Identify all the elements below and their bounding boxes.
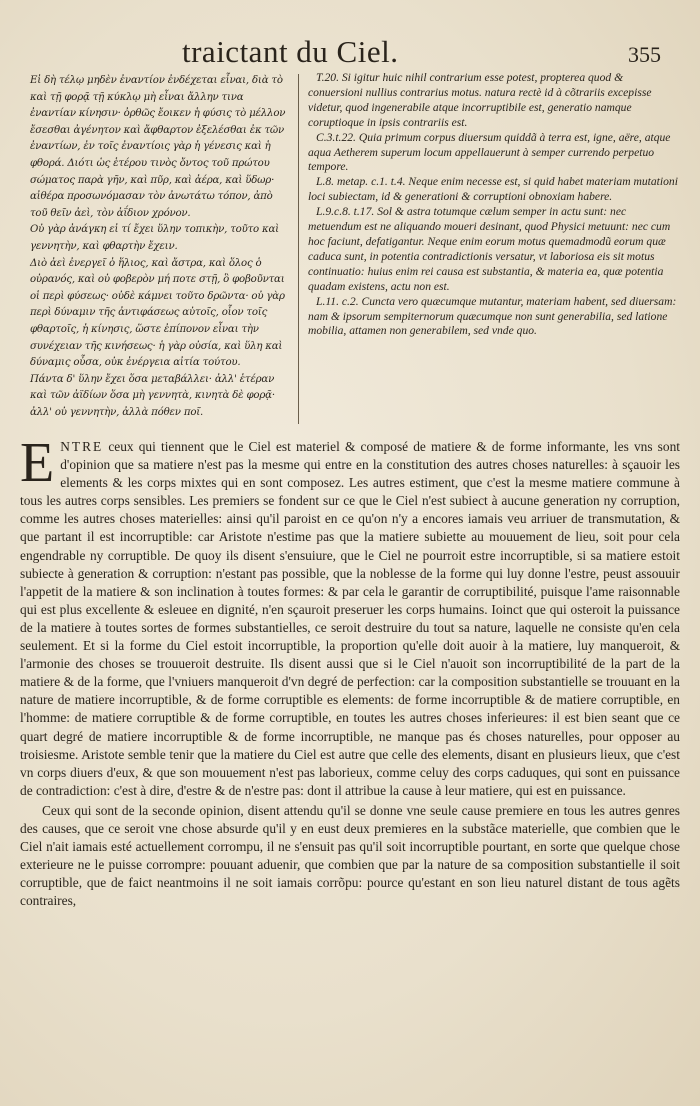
greek-paragraph: Διὸ ἀεὶ ἐνεργεῖ ὁ ἥλιος, καὶ ἄστρα, καὶ ὅλος ὁ οὐρανός, καὶ οὐ φοβερὸν μή ποτε στῇ, ὃ φοβοῦνται οἱ περὶ φύσεως· οὐδὲ κάμνει τοῦτο δρῶντα· οὐ γὰρ περὶ δύναμιν τῆς ἀντιφάσεως αὐτοῖς, οἷον τοῖς φθαρτοῖς, ἡ κίνησις, ὥστε ἐπίπονον εἶναι τὴν συνέχειαν τῆς κινήσεως· ἡ γὰρ οὐσία, καὶ ὕλη καὶ δύναμις οὖσα, οὐκ ἐνέργεια αἰτία τούτου. — [30, 257, 285, 369]
running-title: traictant du Ciel. — [182, 34, 399, 69]
latin-note: L.8. metap. c.1. t.4. Neque enim necesse est, si quid habet materiam mutationi loci subiectam, id & generationi & corruptioni obnoxiam habere. — [308, 175, 678, 204]
page-header — [0, 34, 700, 74]
main-paragraph — [20, 432, 680, 800]
main-paragraph: Ceux qui sont de la seconde opinion, disent attendu qu'il se donne vne seule cause premiere en tous les autres genres des causes, que ce seroit vne chose absurde qu'il y en eust deux premieres en la substãce materielle, que combien que le Ciel n'ait iamais esté actuellement corrompu, il ne s'ensuit pas qu'il soit incorruptible pourtant, en sorte que quelque chose exterieure ne le puisse corrompre: pouuant aduenir, que combien que par la nature de sa composition substantielle il soit corruptible, que de faict neantmoins il ne soit iamais corrõpu: pource qu'estant en son lieu naturel distant de tous agẽts contraires, — [20, 802, 680, 909]
latin-note: L.9.c.8. t.17. Sol & astra totumque cælum semper in actu sunt: nec metuendum est ne aliquando moueri desinant, quod Physici metuunt: nec cum hoc faciunt, defatigantur. Neque enim eorum motus quemadmodũ eorum quæ caduca sunt, in potentia contradictionis versatur, vt laboriosa eis sit motus continuatio: huius enim rei causa est substantia, & materia ea, quæ potentia quadam existens, actu non est. — [308, 205, 671, 293]
page-number: 355 — [628, 42, 661, 67]
greek-text-column — [30, 73, 292, 421]
column-divider — [298, 74, 299, 424]
greek-paragraph: Πάντα δ' ὕλην ἔχει ὅσα μεταβάλλει· ἀλλ' ἑτέραν καὶ τῶν ἀϊδίων ὅσα μὴ γεννητὰ, κινητὰ δὲ φορᾷ· ἀλλ' οὐ γεννητὴν, ἀλλὰ πόθεν ποῖ. — [30, 373, 275, 418]
greek-paragraph: Οὐ γὰρ ἀνάγκη εἰ τί ἔχει ὕλην τοπικὴν, τοῦτο καὶ γεννητὴν, καὶ φθαρτὴν ἔχειν. — [30, 224, 279, 252]
greek-paragraph: Εἰ δὴ τέλῳ μηδὲν ἐναντίον ἐνδέχεται εἶναι, διὰ τὸ καὶ τῇ φορᾷ τῇ κύκλῳ μὴ εἶναι ἄλλην τινα ἐναντίαν κίνησιν· ὀρθῶς ἔοικεν ἡ φύσις τὸ μέλλον ἔσεσθαι ἀγένητον καὶ ἄφθαρτον ἐξελέσθαι ἐκ τῶν ἐναντίων, ἐν τοῖς ἐναντίοις γὰρ ἡ γένεσις καὶ ἡ φθορά. Διότι ὡς ἑτέρου τινὸς ὄντος τοῦ πρώτου σώματος παρὰ γῆν, καὶ πῦρ, καὶ ἀέρα, καὶ ὕδωρ· αἰθέρα προσωνόμασαν τὸν ἀνωτάτω τόπον, ἀπὸ τοῦ θεῖν ἀεὶ, τὸν ἀΐδιον χρόνον. — [30, 75, 286, 219]
latin-note: L.11. c.2. Cuncta vero quæcumque mutantur, materiam habent, sed diuersam: nam & ipsorum sempiternorum quæcumque non sunt generabilia, sed latione mobilia, attamen non generabilem, sed vnde quo. — [308, 294, 677, 338]
latin-notes-column — [308, 71, 678, 339]
latin-note: T.20. Si igitur huic nihil contrarium esse potest, propterea quod & conuersioni nullius contrarius motus. natura rectè id à cõtrariis excepisse videtur, quod ingenerabile atque incorruptibile est, generatio namque coruptioque in ipsis contrariis est. — [308, 71, 652, 129]
first-word: NTRE — [60, 439, 104, 454]
latin-note: C.3.t.22. Quia primum corpus diuersum quiddã à terra est, igne, aëre, atque aqua Aetherem superum locum appellauerunt à semper currendo perpetuo tempore. — [308, 130, 671, 174]
drop-cap: E — [20, 432, 55, 494]
main-text — [20, 432, 680, 910]
paragraph-body: ceux qui tiennent que le Ciel est materiel & composé de matiere & de forme informante, les vns sont d'opinion que sa matiere n'est pas la mesme qui entre en la constitution des autres choses naturelles: à sçauoir les elements & les corps mixtes qui en sont composez. Les autres estiment, que c'est la mesme matiere commune à tous les autres corps sensibles. Les premiers se fondent sur ce que le Ciel n'est subiect à aucune generation ny corruption, comme les autres choses materielles: ainsi qu'il paroist en ce qu'on n'y a encores iamais veu arriuer de transmutation, & que partant il est incorruptible: car Aristote n'estime pas que la matiere subiette au mouuement de lieu, soit pour cela engendrable ny corruptible. De quoy ils disent s'ensuiure, que le Ciel ne pourroit estre incorruptible, si sa matiere estoit subiecte à generation & corruption: n'estant pas possible, que la noblesse de la forme qui luy donne l'estre, peust assouuir l'appetit de la matiere & son inclination à toutes formes: & par cela le garantir de corruptibilité, puisque l'ame raisonnable qui est plus excellente & esleuee en dignité, n'en sçauroit preseruer les corps humains. Ioinct que qui osteroit la puissance de la matiere à toutes sortes de formes substantielles, ce seroit destruire du tout sa nature, laquelle ne consiste qu'en cela seulement. Et si la forme du Ciel estoit incorruptible, la proportion qu'elle doit auoir à la matiere, luy manqueroit, & l'armonie des choses se trouueroit destruite. Ils disent aussi que si le Ciel n'auoit son incorruptibilité de la part de la matiere & de la forme, que l'vniuers manqueroit d'vn degré de perfection: car la composition substantielle se trouuant en la nature de matiere incorruptible, & de forme corruptible es elements: de forme incorruptible & de matiere corruptible, en l'homme: de matiere corruptible & de forme corruptible, en toutes les autres choses inferieures: il est bien seant que ce quart degré de matiere incorruptible & de forme incorruptible, ne manque pas és choses naturelles, pour opposer au troisiesme. Aristote semble tenir que la matiere du Ciel est autre que celle des elements, disant en plusieurs lieux, que c'est vn corps diuers d'eux, & que son mouuement n'est pas laborieux, comme celuy des corps caduques, qui sont en puissance de contradiction: c'est à dire, d'estre & de n'estre pas: dont il attribue la cause à leur matiere, qui est en puissance. — [20, 439, 680, 798]
